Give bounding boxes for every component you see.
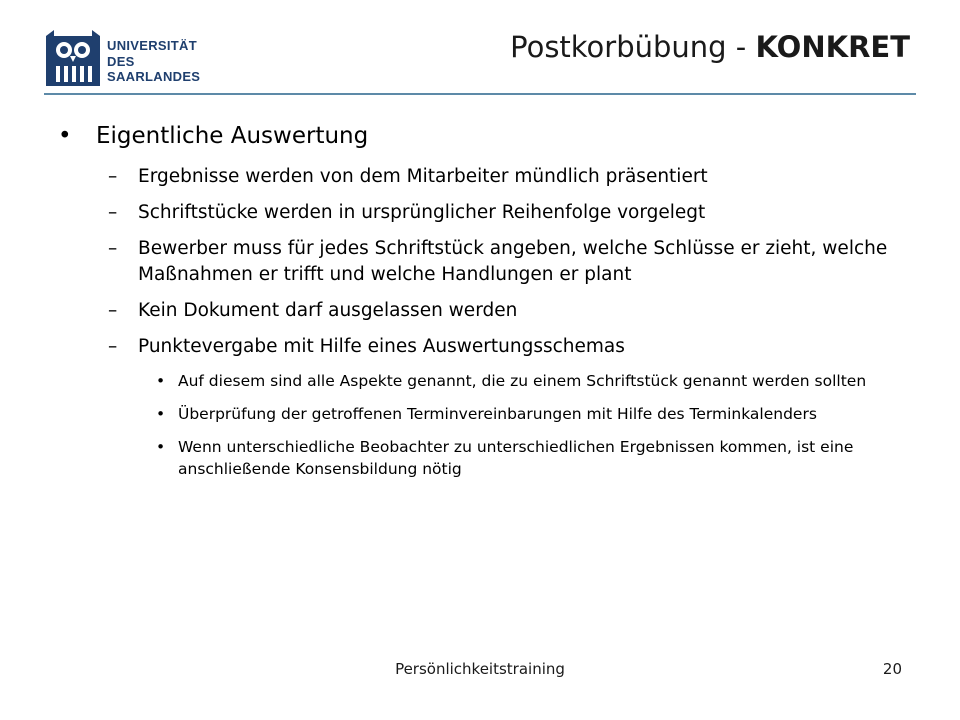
bullet-dot-icon: • xyxy=(156,438,166,456)
bullet-dot-icon: • xyxy=(58,123,72,149)
bullet-text: Schriftstücke werden in ursprünglicher Reihenfolge vorgelegt xyxy=(138,202,706,223)
bullet-text: Punktevergabe mit Hilfe eines Auswertungsschemas xyxy=(138,336,625,357)
bullet-level2 xyxy=(58,164,908,190)
dash-icon: – xyxy=(108,202,118,223)
bullet-level3 xyxy=(58,370,908,392)
sub-bullet-text: Überprüfung der getroffenen Terminvereinbarungen mit Hilfe des Terminkalenders xyxy=(178,405,817,423)
bullet-level3 xyxy=(58,403,908,425)
bullet-level2 xyxy=(58,298,908,324)
bullet-level2 xyxy=(58,200,908,226)
logo-line-3: SAARLANDES xyxy=(107,69,201,84)
footer-text: Persönlichkeitstraining xyxy=(395,660,565,678)
bullet-level2 xyxy=(58,334,908,360)
dash-icon: – xyxy=(108,300,118,321)
title-divider xyxy=(44,93,916,95)
university-logo xyxy=(44,30,214,88)
title-main: Postkorbübung - xyxy=(510,30,756,64)
logo-line-1: UNIVERSITÄT xyxy=(107,38,197,53)
bullet-level1 xyxy=(58,120,908,152)
sub-bullet-text: Auf diesem sind alle Aspekte genannt, die zu einem Schriftstück genannt werden sollten xyxy=(178,372,867,390)
bullet-dot-icon: • xyxy=(156,405,166,423)
dash-icon: – xyxy=(108,336,118,357)
bullet-text: Kein Dokument darf ausgelassen werden xyxy=(138,300,518,321)
bullet-dot-icon: • xyxy=(156,372,166,390)
owl-emblem-icon xyxy=(44,30,102,88)
title-bold: KONKRET xyxy=(755,30,910,64)
bullet-heading: Eigentliche Auswertung xyxy=(96,123,369,149)
logo-wordmark xyxy=(107,38,200,85)
bullet-level3 xyxy=(58,436,908,480)
slide-title xyxy=(510,30,910,64)
page-number: 20 xyxy=(882,660,902,678)
dash-icon: – xyxy=(108,166,118,187)
bullet-text: Ergebnisse werden von dem Mitarbeiter mündlich präsentiert xyxy=(138,166,708,187)
dash-icon: – xyxy=(108,238,118,259)
bullet-text: Bewerber muss für jedes Schriftstück angeben, welche Schlüsse er zieht, welche Maßnahmen er trifft und welche Handlungen er plant xyxy=(138,238,888,285)
bullet-level2 xyxy=(58,236,908,288)
logo-line-2: DES xyxy=(107,53,135,69)
slide-content xyxy=(58,120,908,491)
sub-bullet-text: Wenn unterschiedliche Beobachter zu unterschiedlichen Ergebnissen kommen, ist eine anschließende Konsensbildung nötig xyxy=(178,438,854,478)
